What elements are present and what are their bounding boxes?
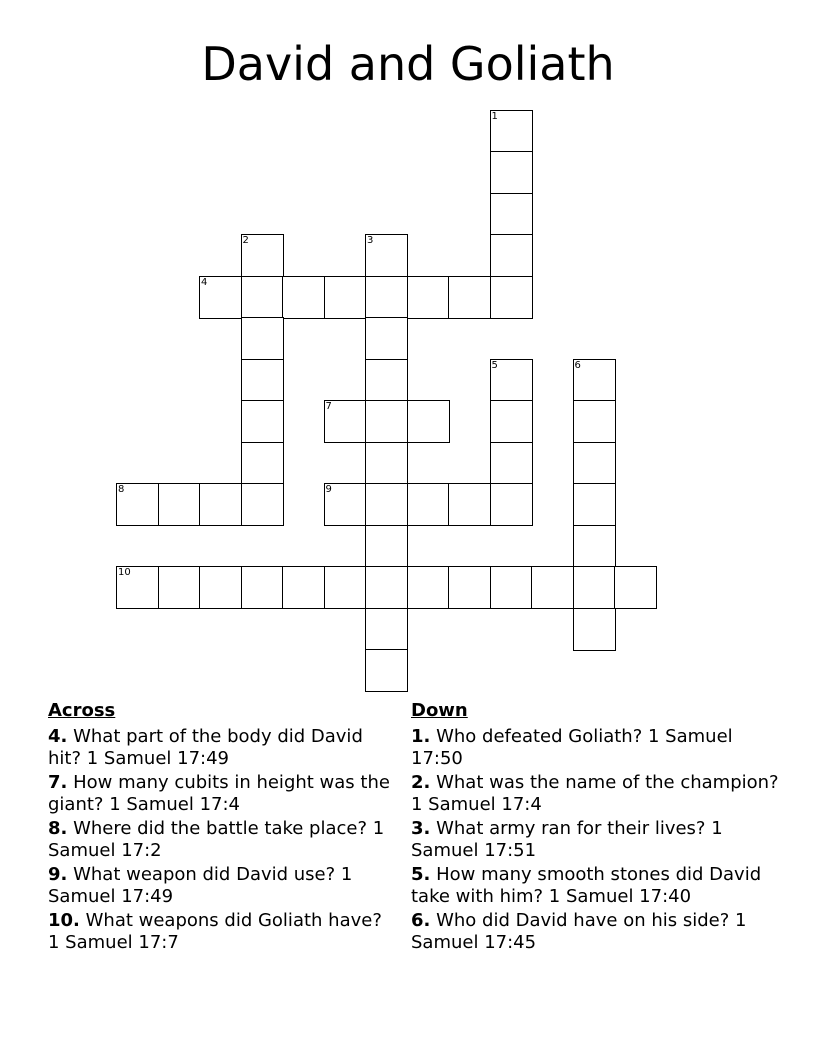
grid-cell[interactable] <box>324 566 367 609</box>
grid-cell[interactable] <box>324 276 367 319</box>
grid-cell[interactable] <box>490 442 533 485</box>
grid-cell[interactable] <box>116 566 159 609</box>
clue-number: 8. <box>48 818 68 839</box>
grid-cell[interactable] <box>241 400 284 443</box>
clue-text: What weapon did David use? 1 Samuel 17:49 <box>48 864 353 907</box>
grid-cell[interactable] <box>448 483 491 526</box>
grid-cell[interactable] <box>282 566 325 609</box>
down-clue <box>411 818 781 862</box>
clue-number: 2. <box>411 772 431 793</box>
grid-cell[interactable] <box>365 317 408 360</box>
clue-number-label: 1 <box>491 110 498 122</box>
grid-cell[interactable] <box>573 359 616 402</box>
grid-cell[interactable] <box>490 234 533 277</box>
grid-cell[interactable] <box>407 483 450 526</box>
grid-cell[interactable] <box>116 483 159 526</box>
grid-cell[interactable] <box>324 400 367 443</box>
clue-number-label: 4 <box>201 276 208 288</box>
down-clue <box>411 910 781 954</box>
across-clues <box>48 700 393 956</box>
clue-number-label: 10 <box>118 567 131 578</box>
grid-cell[interactable] <box>365 566 408 609</box>
grid-cell[interactable] <box>241 317 284 360</box>
clue-number-label: 9 <box>325 484 332 495</box>
clue-number: 10. <box>48 910 80 931</box>
grid-cell[interactable] <box>365 525 408 568</box>
clue-text: Who defeated Goliath? 1 Samuel 17:50 <box>411 726 733 769</box>
clue-text: What weapons did Goliath have? 1 Samuel 17:7 <box>48 910 382 953</box>
grid-cell[interactable] <box>241 276 284 319</box>
down-clue <box>411 864 781 908</box>
down-clues <box>411 700 781 956</box>
grid-cell[interactable] <box>241 234 284 277</box>
grid-cell[interactable] <box>282 276 325 319</box>
clue-text: What army ran for their lives? 1 Samuel 17:51 <box>411 818 723 861</box>
grid-cell[interactable] <box>573 566 616 609</box>
grid-cell[interactable] <box>448 566 491 609</box>
clue-number-label: 2 <box>242 235 249 246</box>
down-clue <box>411 726 781 770</box>
clue-number: 9. <box>48 864 68 885</box>
across-clue <box>48 910 393 954</box>
grid-cell[interactable] <box>490 566 533 609</box>
grid-cell[interactable] <box>241 566 284 609</box>
down-heading: Down <box>411 700 468 721</box>
grid-cell[interactable] <box>407 276 450 319</box>
across-clue <box>48 864 393 908</box>
grid-cell[interactable] <box>158 483 201 526</box>
grid-cell[interactable] <box>407 400 450 443</box>
clue-text: What was the name of the champion? 1 Samuel 17:4 <box>411 772 779 815</box>
grid-cell[interactable] <box>365 234 408 277</box>
clue-number: 4. <box>48 726 68 747</box>
clue-text: How many cubits in height was the giant? 1 Samuel 17:4 <box>48 772 390 815</box>
clue-number-label: 7 <box>325 401 332 412</box>
grid-cell[interactable] <box>490 110 533 153</box>
grid-cell[interactable] <box>158 566 201 609</box>
grid-cell[interactable] <box>573 483 616 526</box>
grid-cell[interactable] <box>490 483 533 526</box>
grid-cell[interactable] <box>365 442 408 485</box>
grid-cell[interactable] <box>365 608 408 651</box>
page-title: David and Goliath <box>201 37 615 91</box>
grid-cell[interactable] <box>573 400 616 443</box>
grid-cell[interactable] <box>324 483 367 526</box>
across-clue <box>48 726 393 770</box>
clue-number-label: 3 <box>367 235 374 246</box>
grid-cell[interactable] <box>241 359 284 402</box>
grid-cell[interactable] <box>573 442 616 485</box>
clue-number-label: 8 <box>118 484 125 495</box>
grid-cell[interactable] <box>448 276 491 319</box>
clue-number: 6. <box>411 910 431 931</box>
grid-cell[interactable] <box>241 442 284 485</box>
grid-cell[interactable] <box>614 566 657 609</box>
clue-text: Who did David have on his side? 1 Samuel 17:45 <box>411 910 747 953</box>
grid-cell[interactable] <box>199 483 242 526</box>
clue-number: 7. <box>48 772 68 793</box>
clue-text: How many smooth stones did David take with him? 1 Samuel 17:40 <box>411 864 762 907</box>
grid-cell[interactable] <box>573 525 616 568</box>
clue-number-label: 5 <box>491 359 498 371</box>
grid-cell[interactable] <box>490 400 533 443</box>
grid-cell[interactable] <box>365 359 408 402</box>
clue-number: 3. <box>411 818 431 839</box>
grid-cell[interactable] <box>490 359 533 402</box>
grid-cell[interactable] <box>199 276 242 319</box>
grid-cell[interactable] <box>407 566 450 609</box>
grid-cell[interactable] <box>365 276 408 319</box>
clue-text: What part of the body did David hit? 1 Samuel 17:49 <box>48 726 363 769</box>
clue-number-label: 6 <box>574 359 581 371</box>
grid-cell[interactable] <box>490 276 533 319</box>
clue-number: 5. <box>411 864 431 885</box>
across-heading: Across <box>48 700 116 721</box>
grid-cell[interactable] <box>531 566 574 609</box>
grid-cell[interactable] <box>241 483 284 526</box>
grid-cell[interactable] <box>490 193 533 236</box>
down-clue <box>411 772 781 816</box>
grid-cell[interactable] <box>573 608 616 651</box>
grid-cell[interactable] <box>365 649 408 692</box>
grid-cell[interactable] <box>199 566 242 609</box>
grid-cell[interactable] <box>490 151 533 194</box>
clue-text: Where did the battle take place? 1 Samuel 17:2 <box>48 818 385 861</box>
across-clue <box>48 818 393 862</box>
across-clue <box>48 772 393 816</box>
grid-cell[interactable] <box>365 483 408 526</box>
grid-cell[interactable] <box>365 400 408 443</box>
clue-number: 1. <box>411 726 431 747</box>
